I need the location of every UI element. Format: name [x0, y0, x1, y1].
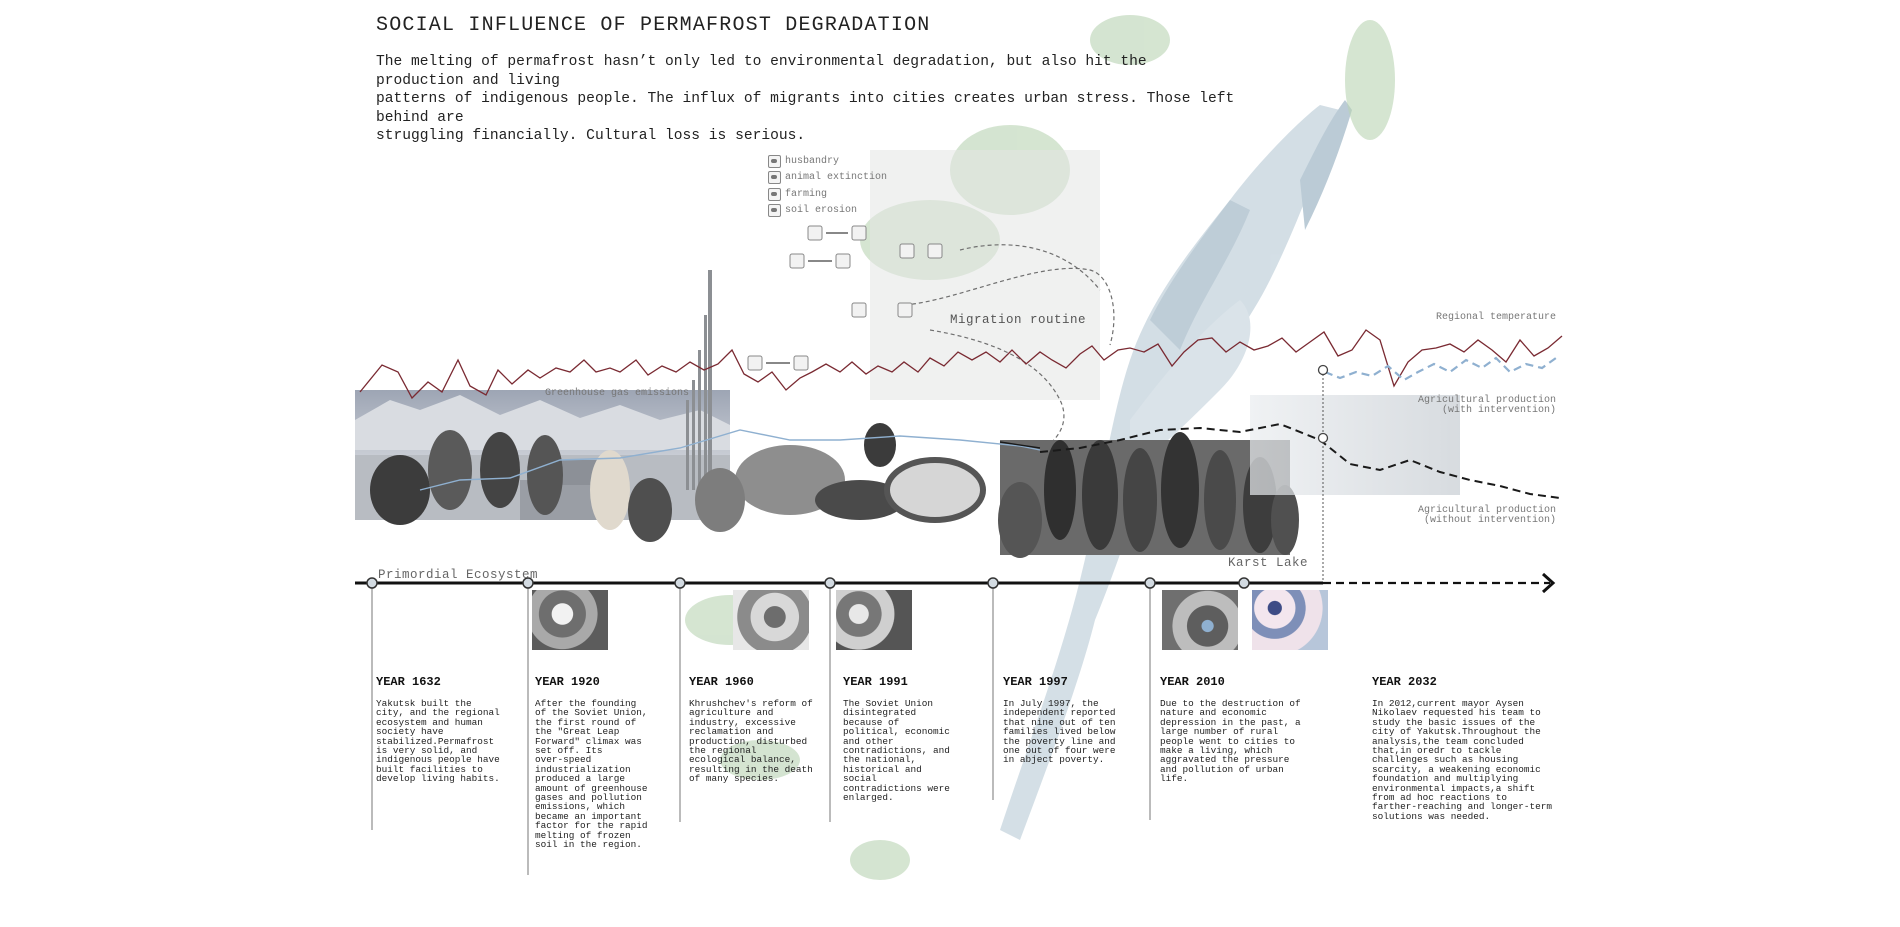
soil-erosion-icon — [768, 204, 781, 217]
thumbnail-2010 — [1162, 590, 1238, 650]
regional-temperature-label: Regional temperature — [1435, 312, 1556, 323]
year-title: YEAR 1960 — [689, 675, 754, 689]
year-description: The Soviet Union disintegrated because of political, economic and other contradictions, and the national, historical and social contradictions were enlarged. — [843, 698, 950, 804]
year-description: Due to the destruction of nature and economic depression in the past, a large number of rural people went to cities to make a living, which aggravated the pressure and pollution of urban life. — [1160, 698, 1301, 785]
year-title: YEAR 2010 — [1160, 675, 1225, 689]
object-collage — [735, 423, 983, 520]
thumbnail-1920 — [532, 590, 608, 650]
legend-item-soil-erosion: soil erosion — [768, 203, 887, 220]
year-title: YEAR 1997 — [1003, 675, 1068, 689]
timeline-entry-1632 — [376, 675, 516, 784]
agri-with-label: Agricultural production (with intervention) — [1417, 395, 1556, 416]
extinction-icon — [768, 171, 781, 184]
intro-paragraph: The melting of permafrost hasn’t only led to environmental degradation, but also hit the production and living patterns of indigenous people. The influx of migrants into cities creates urban stress. Those left behind are struggling financially. Cultural loss is serious. — [376, 54, 1235, 144]
year-title: YEAR 2032 — [1372, 675, 1437, 689]
page-title: SOCIAL INFLUENCE OF PERMAFROST DEGRADATION — [376, 14, 931, 37]
primordial-label: Primordial Ecosystem — [378, 568, 539, 582]
year-description: Khrushchev's reform of agriculture and industry, excessive reclamation and production, disturbed the regional ecological balance, resulting in the death of many species. — [689, 698, 813, 785]
cow-icon — [768, 155, 781, 168]
timeline-entry-1991 — [843, 675, 983, 802]
timeline-entry-1960 — [689, 675, 829, 784]
thumbnail-1991 — [836, 590, 912, 650]
greenhouse-label: Greenhouse gas emissions — [545, 388, 690, 399]
timeline-entry-2032 — [1372, 675, 1562, 821]
agri-without-label: Agricultural production (without intervention) — [1417, 505, 1556, 526]
impact-legend — [768, 153, 887, 219]
thumbnail-1960 — [733, 590, 809, 650]
agri-with-line — [1325, 358, 1556, 380]
year-description: After the founding of the Soviet Union, the first round of the "Great Leap Forward" climax was set off. Its over-speed industrialization produced a large amount of greenhouse gases and pollution emissions, which became an important factor for the rapid melting of frozen soil in the region. — [535, 698, 648, 851]
migration-label: Migration routine — [950, 313, 1087, 327]
timeline-entry-2010 — [1160, 675, 1330, 784]
timeline-entry-1920 — [535, 675, 675, 850]
year-description: Yakutsk built the city, and the regional ecosystem and human society have stabilized.Permafrost is very solid, and indigenous people have built facilities to develop living habits. — [376, 698, 500, 785]
year-title: YEAR 1991 — [843, 675, 908, 689]
legend-item-farming: farming — [768, 186, 887, 203]
karst-lake-label: Karst Lake — [1228, 556, 1309, 570]
legend-item-animal-extinction: animal extinction — [768, 170, 887, 187]
year-title: YEAR 1920 — [535, 675, 600, 689]
thumbnail-2032 — [1252, 590, 1328, 650]
timeline-entry-1997 — [1003, 675, 1143, 765]
farming-icon — [768, 188, 781, 201]
legend-item-husbandry: husbandry — [768, 153, 887, 170]
year-description: In 2012,current mayor Aysen Nikolaev requested his team to study the basic issues of the city of Yakutsk.Throughout the analysis,the team concluded that,in oredr to tackle challenges such as housing scarcity, a weakening economic foundation and multiplying environmental impacts,a shift from ad hoc reactions to farther-reaching and longer-term solutions was needed. — [1372, 698, 1553, 822]
year-description: In July 1997, the independent reported that nine out of ten families lived below the poverty line and one out of four were in abject poverty. — [1003, 698, 1116, 766]
year-title: YEAR 1632 — [376, 675, 441, 689]
